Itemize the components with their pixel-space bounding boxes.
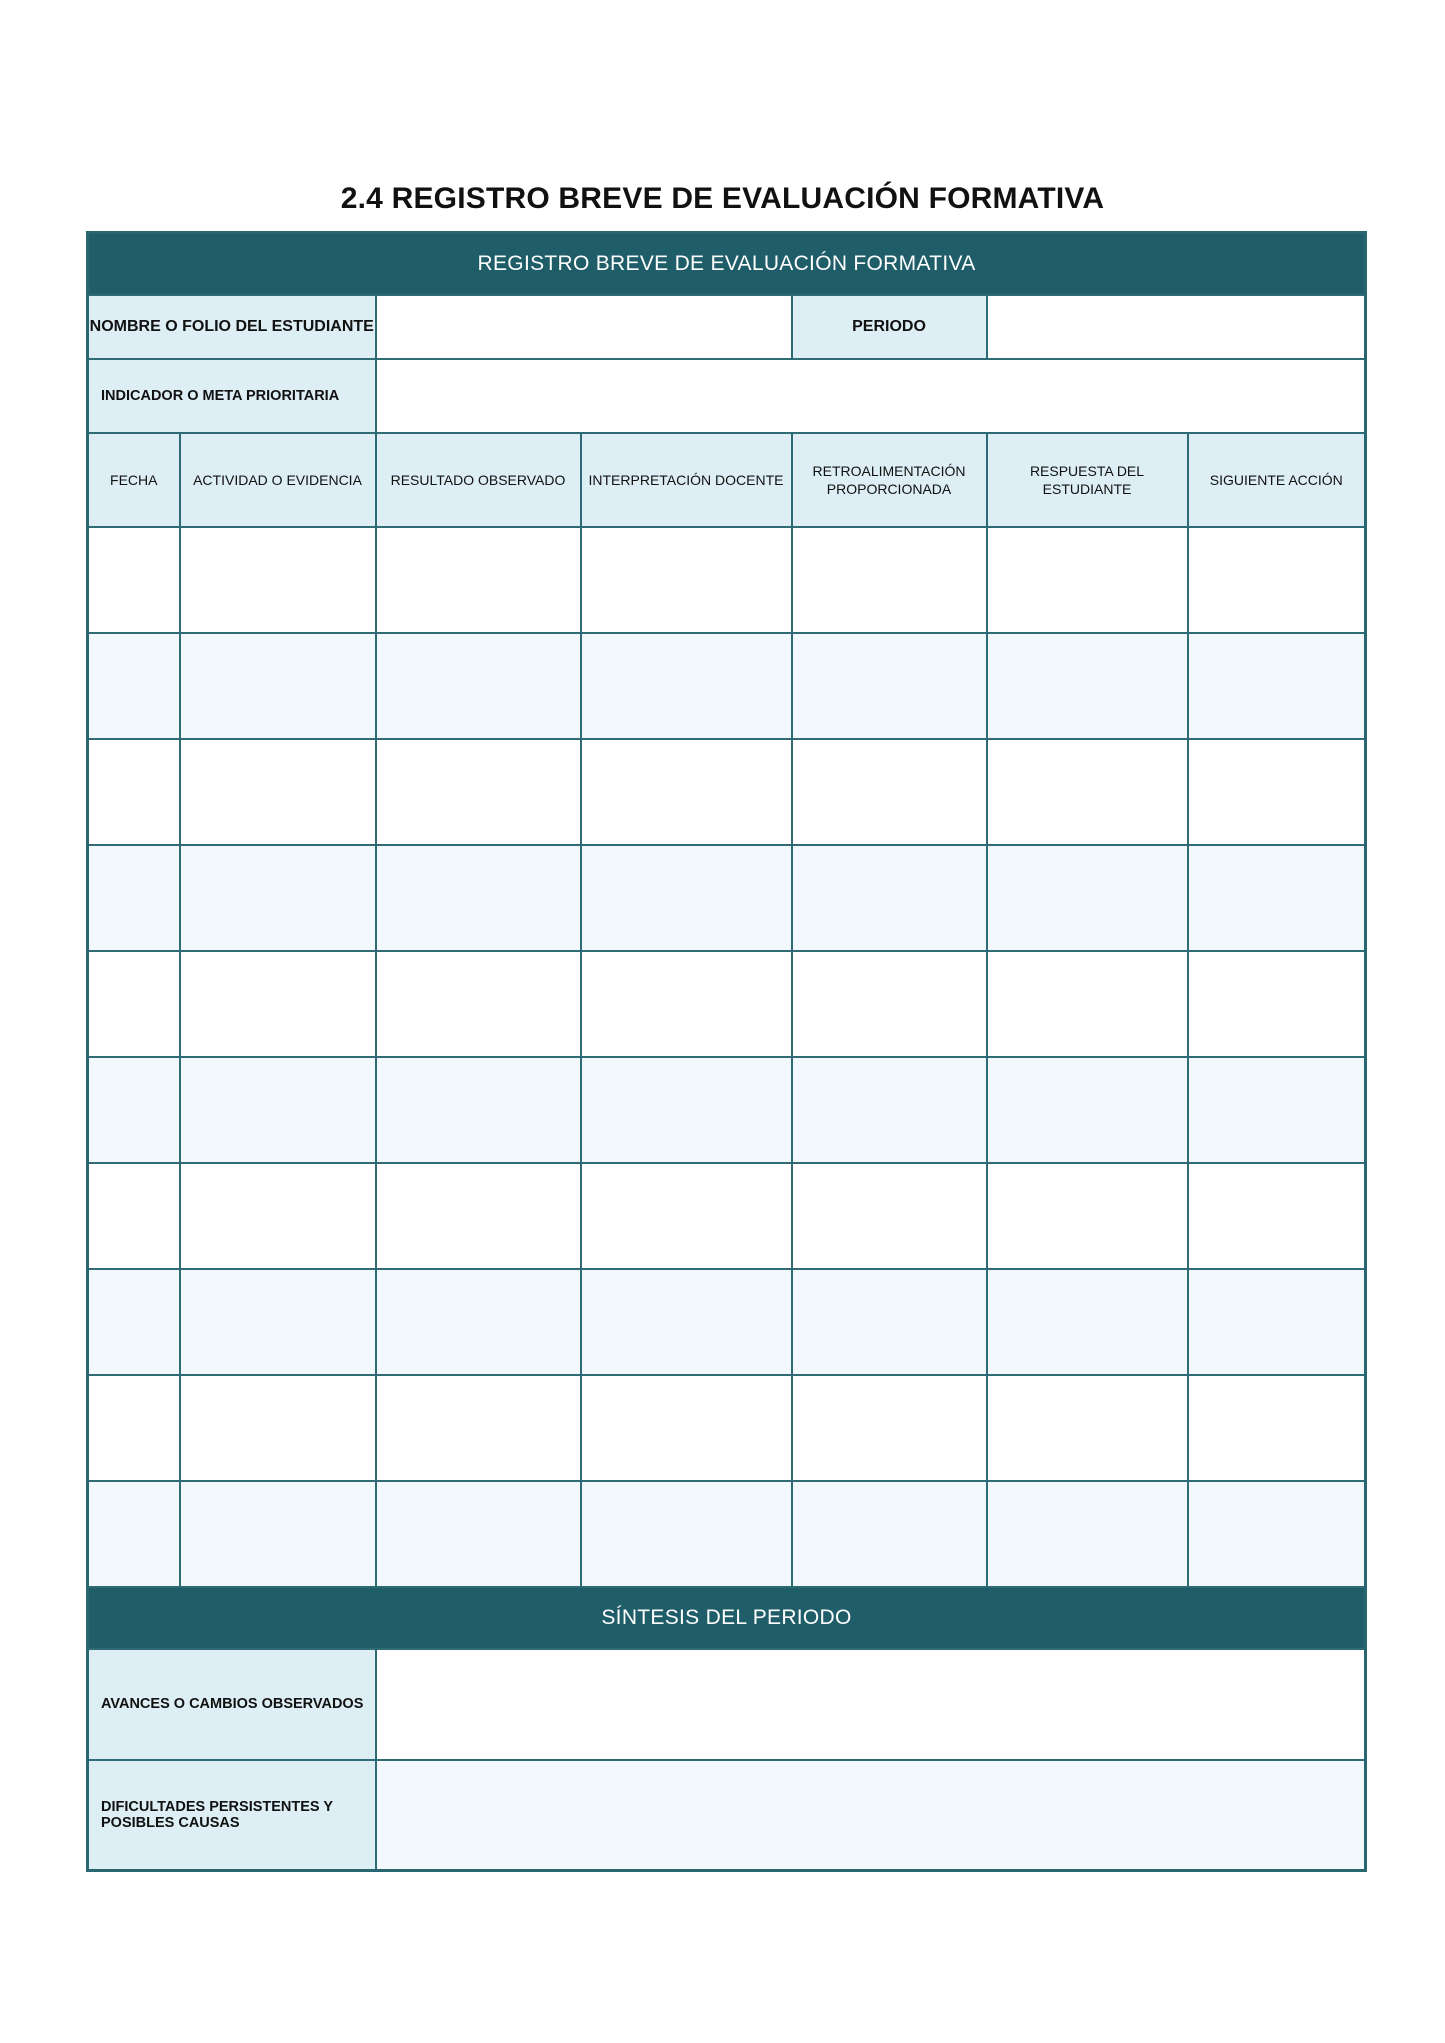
- page-title: 2.4 REGISTRO BREVE DE EVALUACIÓN FORMATIVA: [340, 182, 1105, 215]
- column-header-retroalimentacion: RETROALIMENTACIÓN PROPORCIONADA: [792, 433, 987, 527]
- table-cell[interactable]: [1188, 845, 1366, 951]
- table-cell[interactable]: [180, 1481, 376, 1587]
- table-cell[interactable]: [376, 1481, 581, 1587]
- table-cell[interactable]: [1188, 1269, 1366, 1375]
- table-cell[interactable]: [376, 951, 581, 1057]
- table-row: [88, 1375, 1366, 1481]
- table-cell[interactable]: [581, 739, 792, 845]
- table-row: [88, 1163, 1366, 1269]
- table-cell[interactable]: [792, 527, 987, 633]
- period-label: PERIODO: [792, 295, 987, 359]
- synthesis-banner: SÍNTESIS DEL PERIODO: [88, 1587, 1366, 1649]
- table-row: [88, 739, 1366, 845]
- table-cell[interactable]: [88, 1375, 180, 1481]
- table-cell[interactable]: [792, 1163, 987, 1269]
- table-cell[interactable]: [987, 845, 1188, 951]
- table-cell[interactable]: [88, 845, 180, 951]
- table-cell[interactable]: [581, 1163, 792, 1269]
- table-cell[interactable]: [792, 1375, 987, 1481]
- table-cell[interactable]: [987, 1269, 1188, 1375]
- table-row: [88, 1269, 1366, 1375]
- table-cell[interactable]: [1188, 1481, 1366, 1587]
- table-row: [88, 1481, 1366, 1587]
- table-cell[interactable]: [376, 1269, 581, 1375]
- period-field[interactable]: [987, 295, 1366, 359]
- table-cell[interactable]: [180, 1163, 376, 1269]
- table-cell[interactable]: [88, 1163, 180, 1269]
- table-cell[interactable]: [581, 951, 792, 1057]
- table-cell[interactable]: [987, 633, 1188, 739]
- column-header-row: [88, 433, 1366, 527]
- table-cell[interactable]: [792, 1269, 987, 1375]
- table-cell[interactable]: [376, 633, 581, 739]
- table-cell[interactable]: [792, 1481, 987, 1587]
- table-cell[interactable]: [1188, 633, 1366, 739]
- difficulties-field[interactable]: [376, 1760, 1366, 1871]
- table-cell[interactable]: [987, 1163, 1188, 1269]
- table-cell[interactable]: [792, 845, 987, 951]
- table-cell[interactable]: [581, 845, 792, 951]
- table-cell[interactable]: [987, 1375, 1188, 1481]
- indicator-field[interactable]: [376, 359, 1366, 433]
- table-cell[interactable]: [180, 1375, 376, 1481]
- table-cell[interactable]: [180, 633, 376, 739]
- table-cell[interactable]: [987, 739, 1188, 845]
- table-row: [88, 1057, 1366, 1163]
- table-cell[interactable]: [88, 633, 180, 739]
- table-cell[interactable]: [1188, 1057, 1366, 1163]
- table-cell[interactable]: [88, 1269, 180, 1375]
- difficulties-label: DIFICULTADES PERSISTENTES Y POSIBLES CAUSAS: [88, 1760, 376, 1871]
- table-cell[interactable]: [987, 951, 1188, 1057]
- table-cell[interactable]: [581, 527, 792, 633]
- table-cell[interactable]: [180, 1269, 376, 1375]
- table-cell[interactable]: [792, 633, 987, 739]
- table-cell[interactable]: [581, 1057, 792, 1163]
- table-row: [88, 633, 1366, 739]
- table-cell[interactable]: [376, 845, 581, 951]
- column-header-interpretacion: INTERPRETACIÓN DOCENTE: [581, 433, 792, 527]
- column-header-respuesta: RESPUESTA DEL ESTUDIANTE: [987, 433, 1188, 527]
- student-field[interactable]: [376, 295, 792, 359]
- column-header-fecha: FECHA: [88, 433, 180, 527]
- advances-field[interactable]: [376, 1649, 1366, 1760]
- table-cell[interactable]: [180, 1057, 376, 1163]
- table-cell[interactable]: [987, 1481, 1188, 1587]
- column-header-siguiente-accion: SIGUIENTE ACCIÓN: [1188, 433, 1366, 527]
- table-row: [88, 951, 1366, 1057]
- table-cell[interactable]: [1188, 951, 1366, 1057]
- table-cell[interactable]: [1188, 1163, 1366, 1269]
- student-label: NOMBRE O FOLIO DEL ESTUDIANTE: [88, 295, 376, 359]
- table-cell[interactable]: [376, 1163, 581, 1269]
- table-cell[interactable]: [987, 1057, 1188, 1163]
- table-cell[interactable]: [376, 1375, 581, 1481]
- column-header-resultado: RESULTADO OBSERVADO: [376, 433, 581, 527]
- table-cell[interactable]: [88, 1481, 180, 1587]
- table-cell[interactable]: [1188, 739, 1366, 845]
- table-cell[interactable]: [88, 951, 180, 1057]
- evaluation-form-table: [86, 231, 1367, 1872]
- table-cell[interactable]: [88, 739, 180, 845]
- form-banner: REGISTRO BREVE DE EVALUACIÓN FORMATIVA: [88, 233, 1366, 295]
- table-cell[interactable]: [1188, 527, 1366, 633]
- table-row: [88, 527, 1366, 633]
- column-header-actividad: ACTIVIDAD O EVIDENCIA: [180, 433, 376, 527]
- table-row: [88, 845, 1366, 951]
- table-cell[interactable]: [581, 1269, 792, 1375]
- table-cell[interactable]: [376, 1057, 581, 1163]
- table-cell[interactable]: [88, 1057, 180, 1163]
- table-cell[interactable]: [581, 1375, 792, 1481]
- table-cell[interactable]: [376, 527, 581, 633]
- table-cell[interactable]: [180, 739, 376, 845]
- table-cell[interactable]: [376, 739, 581, 845]
- table-cell[interactable]: [581, 633, 792, 739]
- table-cell[interactable]: [1188, 1375, 1366, 1481]
- table-cell[interactable]: [180, 951, 376, 1057]
- table-cell[interactable]: [987, 527, 1188, 633]
- table-cell[interactable]: [180, 845, 376, 951]
- table-cell[interactable]: [792, 951, 987, 1057]
- table-cell[interactable]: [180, 527, 376, 633]
- table-cell[interactable]: [581, 1481, 792, 1587]
- indicator-label: INDICADOR O META PRIORITARIA: [88, 359, 376, 433]
- table-cell[interactable]: [792, 739, 987, 845]
- table-cell[interactable]: [792, 1057, 987, 1163]
- advances-label: AVANCES O CAMBIOS OBSERVADOS: [88, 1649, 376, 1760]
- table-cell[interactable]: [88, 527, 180, 633]
